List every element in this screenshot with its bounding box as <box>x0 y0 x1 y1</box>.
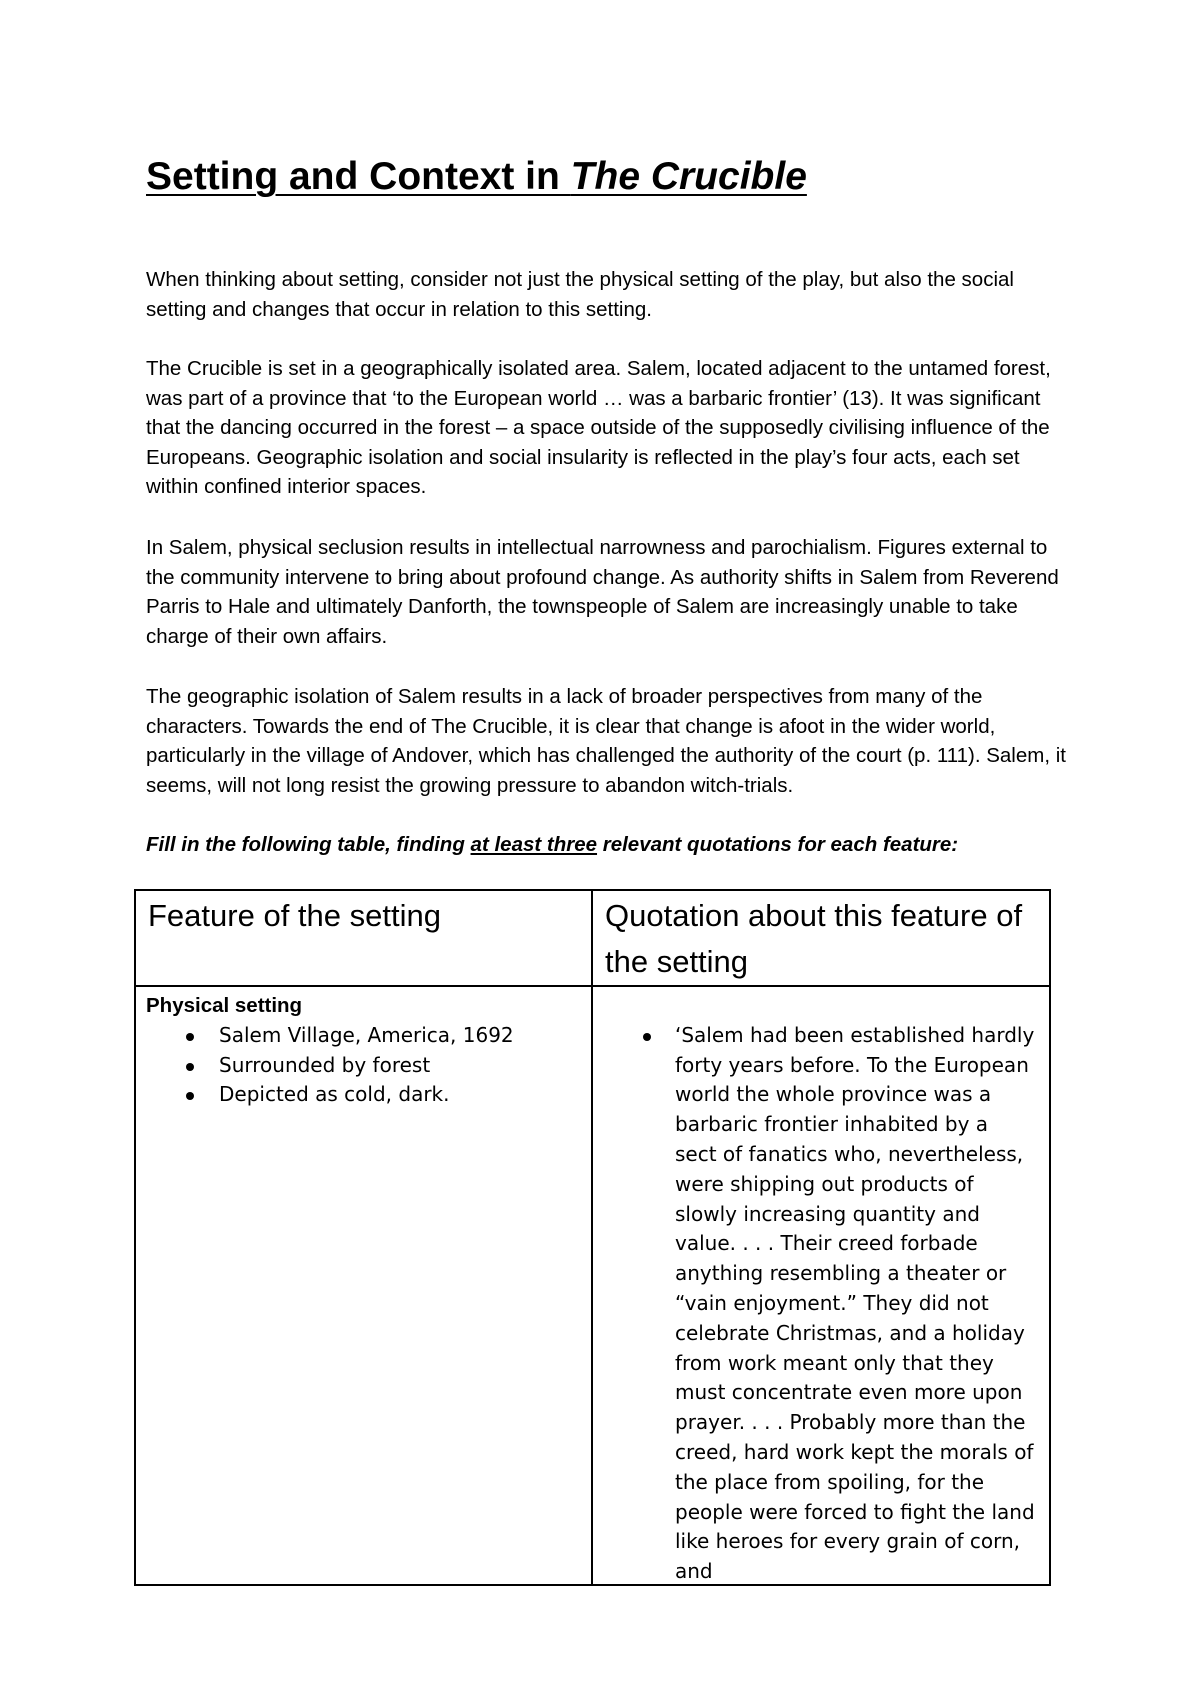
feature-text: Salem Village, America, 1692 <box>219 1022 514 1047</box>
instruction-before: Fill in the following table, finding <box>146 833 471 856</box>
title-italic: The Crucible <box>570 155 807 198</box>
table-instruction <box>146 830 958 860</box>
bullet-icon <box>643 1033 651 1041</box>
table-header-row <box>135 890 1050 986</box>
instruction-after: relevant quotations for each feature: <box>597 833 959 856</box>
title-prefix: Setting and Context in <box>146 155 571 198</box>
feature-list <box>146 1021 581 1110</box>
list-item <box>146 1080 581 1110</box>
table-row <box>135 986 1050 1585</box>
page-title <box>146 152 807 202</box>
paragraph: The geographic isolation of Salem results in a lack of broader perspectives from many of the characters. Towards the end of The Crucible, it is clear that change is afoot in the wider world, particularly in the village of Andover, which has challenged the authority of the court (p. 111). Salem, it seems, will not long resist the growing pressure to abandon witch-trials. <box>146 685 1066 797</box>
header-feature: Feature of the setting <box>135 890 592 986</box>
feature-cell[interactable] <box>135 986 592 1585</box>
quotation-text: ‘Salem had been established hardly forty years before. To the European world the whole province was a barbaric frontier inhabited by a sect of fanatics who, nevertheless, were shipping out products of slowly increasing quantity and value. . . . Their creed forbade anything resembling a theater or “vain enjoyment.” They did not celebrate Christmas, and a holiday from work meant only that they must concentrate even more upon prayer. . . . Probably more than the creed, hard work kept the morals of the place from spoiling, for the people were forced to fight the land like heroes for every grain of corn, and <box>675 1022 1035 1584</box>
paragraph: In Salem, physical seclusion results in intellectual narrowness and parochialism. Figures external to the community intervene to bring about profound change. As authority shifts in Salem from Reverend Parris to Hale and ultimately Danforth, the townspeople of Salem are increasingly unable to take charge of their own affairs. <box>146 536 1059 648</box>
header-quotation: Quotation about this feature of the setting <box>592 890 1050 986</box>
bullet-icon <box>186 1063 194 1071</box>
feature-table <box>134 889 1051 1586</box>
quotation-list <box>603 1021 1039 1587</box>
intro-paragraph <box>146 265 1070 324</box>
seclusion-paragraph <box>146 533 1070 651</box>
bullet-icon <box>186 1092 194 1100</box>
list-item <box>146 1051 581 1081</box>
feature-category: Physical setting <box>146 994 303 1017</box>
list-item <box>146 1021 581 1051</box>
perspectives-paragraph <box>146 682 1070 800</box>
isolation-paragraph <box>146 354 1070 502</box>
quotation-cell[interactable] <box>592 986 1050 1585</box>
list-item <box>603 1021 1039 1587</box>
instruction-underlined: at least three <box>470 833 598 856</box>
feature-text: Surrounded by forest <box>219 1052 431 1077</box>
feature-text: Depicted as cold, dark. <box>219 1082 450 1107</box>
paragraph: When thinking about setting, consider not just the physical setting of the play, but also the social setting and changes that occur in relation to this setting. <box>146 268 1014 321</box>
bullet-icon <box>186 1033 194 1041</box>
paragraph: The Crucible is set in a geographically isolated area. Salem, located adjacent to the untamed forest, was part of a province that ‘to the European world … was a barbaric frontier’ (13). It was significant that the dancing occurred in the forest – a space outside of the supposedly civilising influence of the Europeans. Geographic isolation and social insularity is reflected in the play’s four acts, each set within confined interior spaces. <box>146 357 1051 499</box>
